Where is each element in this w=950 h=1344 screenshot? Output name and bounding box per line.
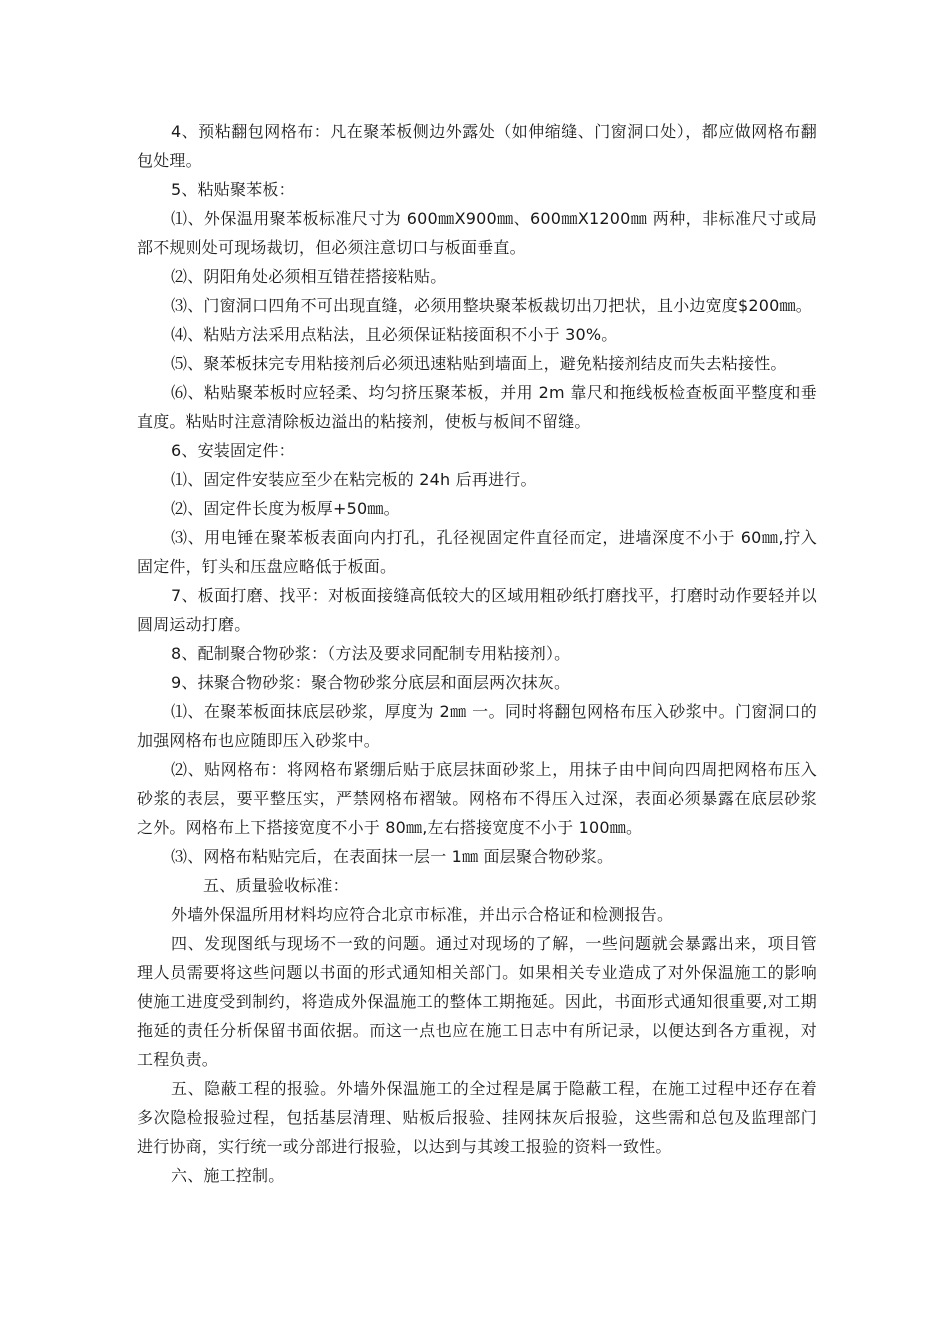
paragraph: 五、隐蔽工程的报验。外墙外保温施工的全过程是属于隐蔽工程，在施工过程中还存在着多次隐检报验过程，包括基层清理、贴板后报验、挂网抹灰后报验，这些需和总包及监理部门进行协商，实行统一或分部进行报验，以达到与其竣工报验的资料一致性。: [137, 1079, 817, 1156]
paragraph: 9、抹聚合物砂浆：聚合物砂浆分底层和面层两次抹灰。: [171, 673, 571, 692]
paragraph: ⑷、粘贴方法采用点粘法，且必须保证粘接面积不小于 30%。: [171, 325, 618, 344]
paragraph: ⑴、固定件安装应至少在粘完板的 24h 后再进行。: [171, 470, 537, 489]
paragraph: ⑴、外保温用聚苯板标准尺寸为 600㎜X900㎜、600㎜X1200㎜ 两种，非标准尺寸或局部不规则处可现场裁切，但必须注意切口与板面垂直。: [137, 209, 817, 257]
paragraph: ⑸、聚苯板抹完专用粘接剂后必须迅速粘贴到墙面上，避免粘接剂结皮而失去粘接性。: [171, 354, 787, 373]
paragraph: ⑶、门窗洞口四角不可出现直缝，必须用整块聚苯板裁切出刀把状，且小边宽度$200㎜。: [171, 296, 812, 315]
paragraph: 7、板面打磨、找平：对板面接缝高低较大的区域用粗砂纸打磨找平，打磨时动作要轻并以圆周运动打磨。: [137, 586, 817, 634]
paragraph: ⑶、用电锤在聚苯板表面向内打孔，孔径视固定件直径而定，进墙深度不小于 60㎜,拧入固定件，钉头和压盘应略低于板面。: [137, 528, 817, 576]
paragraph: 5、粘贴聚苯板：: [171, 180, 295, 199]
paragraph: ⑹、粘贴聚苯板时应轻柔、均匀挤压聚苯板，并用 2m 靠尺和拖线板检查板面平整度和垂直度。粘贴时注意清除板边溢出的粘接剂，使板与板间不留缝。: [137, 383, 817, 431]
paragraph: 外墙外保温所用材料均应符合北京市标准，并出示合格证和检测报告。: [171, 905, 674, 924]
paragraph: ⑴、在聚苯板面抹底层砂浆，厚度为 2㎜ 一。同时将翻包网格布压入砂浆中。门窗洞口的加强网格布也应随即压入砂浆中。: [137, 702, 817, 750]
paragraph: ⑵、固定件长度为板厚+50㎜。: [171, 499, 400, 518]
paragraph: ⑵、阴阳角处必须相互错茬搭接粘贴。: [171, 267, 447, 286]
document-body: [137, 117, 817, 1190]
paragraph: ⑶、网格布粘贴完后，在表面抹一层一 1㎜ 面层聚合物砂浆。: [171, 847, 614, 866]
paragraph: 六、施工控制。: [171, 1166, 285, 1185]
paragraph: ⑵、贴网格布：将网格布紧绷后贴于底层抹面砂浆上，用抹子由中间向四周把网格布压入砂浆的表层，要平整压实，严禁网格布褶皱。网格布不得压入过深，表面必须暴露在底层砂浆之外。网格布上下搭接宽度不小于 80㎜,左右搭接宽度不小于 100㎜。: [137, 760, 817, 837]
section-heading: 五、质量验收标准：: [203, 876, 349, 895]
paragraph: 8、配制聚合物砂浆：（方法及要求同配制专用粘接剂）。: [171, 644, 571, 663]
paragraph: 6、安装固定件：: [171, 441, 295, 460]
paragraph: 4、预粘翻包网格布：凡在聚苯板侧边外露处（如伸缩缝、门窗洞口处），都应做网格布翻包处理。: [137, 122, 817, 170]
paragraph: 四、发现图纸与现场不一致的问题。通过对现场的了解，一些问题就会暴露出来，项目管理人员需要将这些问题以书面的形式通知相关部门。如果相关专业造成了对外保温施工的影响使施工进度受到制约，将造成外保温施工的整体工期拖延。因此，书面形式通知很重要,对工期拖延的责任分析保留书面依据。而这一点也应在施工日志中有所记录，以便达到各方重视，对工程负责。: [137, 934, 817, 1069]
